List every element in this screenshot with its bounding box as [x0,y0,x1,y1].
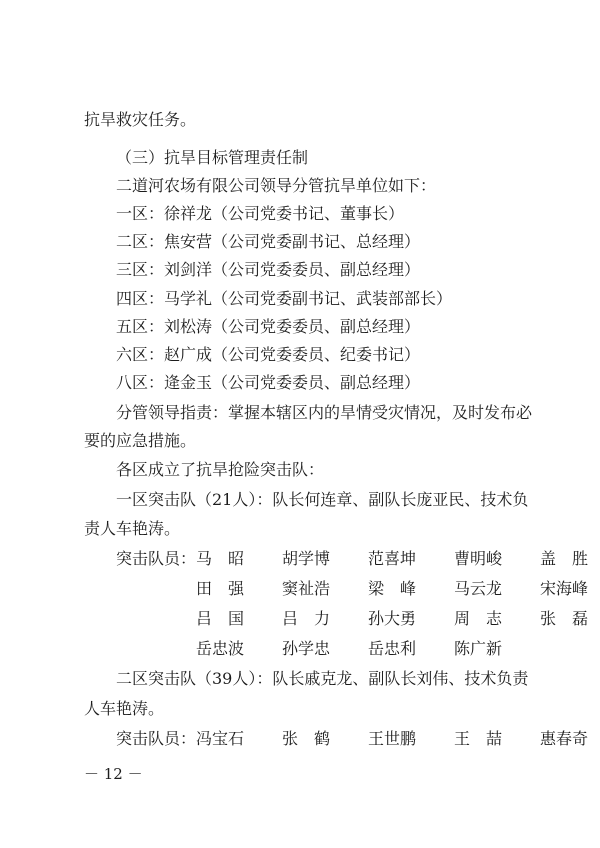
text-line: 二道河农场有限公司领导分管抗旱单位如下： [116,176,437,195]
roster-label: 突击队员： [116,729,197,748]
member-names [196,729,600,749]
member-name: 吕 国 [196,609,245,628]
team1-description: 一区突击队（21人）：队长何连章、副队长庞亚民、技术负 [116,490,529,509]
member-name: 周 志 [454,609,503,628]
text-line: 责人车艳涛。 [84,519,181,538]
member-names [196,639,540,659]
member-names [196,609,600,629]
text-line: 抗旱救灾任务。 [84,110,197,129]
district-leader-4: 四区：马学礼（公司党委副书记、武装部部长） [116,289,453,308]
district-leader-2: 二区：焦安营（公司党委副书记、总经理） [116,232,421,251]
district-leader-8: 八区：逄金玉（公司党委委员、副总经理） [116,373,421,392]
member-name: 梁 峰 [368,579,417,598]
member-name: 曹明峻 [454,549,503,568]
page-number: － 12 － [84,765,143,783]
district-leader-5: 五区：刘松涛（公司党委委员、副总经理） [116,317,421,336]
member-name: 陈广新 [454,639,503,658]
member-name: 范喜坤 [368,549,417,568]
member-name: 吕 力 [282,609,331,628]
member-name: 孙大勇 [368,609,417,628]
member-name: 田 强 [196,579,245,598]
district-leader-6: 六区：赵广成（公司党委委员、纪委书记） [116,345,421,364]
text-line: 各区成立了抗旱抢险突击队： [116,460,325,479]
roster-label: 突击队员： [116,549,197,568]
section-heading: （三）抗旱目标管理责任制 [116,148,309,167]
member-name: 张 磊 [540,609,589,628]
member-names [196,549,600,569]
member-name: 宋海峰 [540,579,589,598]
text-line: 分管领导指责：掌握本辖区内的旱情受灾情况，及时发布必 [116,403,533,422]
member-name: 惠春奇 [540,729,589,748]
member-name: 王世鹏 [368,729,417,748]
team2-description: 二区突击队（39人）：队长戚克龙、副队长刘伟、技术负责 [116,669,529,688]
member-name: 冯宝石 [196,729,245,748]
text-line: 人车艳涛。 [84,699,165,718]
text-line: 要的应急措施。 [84,431,197,450]
member-name: 马云龙 [454,579,503,598]
member-name: 马 昭 [196,549,245,568]
member-name: 窦祉浩 [282,579,331,598]
district-leader-3: 三区：刘剑洋（公司党委委员、副总经理） [116,260,421,279]
member-name: 岳忠利 [368,639,417,658]
member-name: 胡学博 [282,549,331,568]
member-name: 孙学忠 [282,639,331,658]
member-names [196,579,600,599]
member-name: 盖 胜 [540,549,589,568]
member-name: 王 喆 [454,729,503,748]
district-leader-1: 一区：徐祥龙（公司党委书记、董事长） [116,204,405,223]
member-name: 岳忠波 [196,639,245,658]
member-name: 张 鹤 [282,729,331,748]
